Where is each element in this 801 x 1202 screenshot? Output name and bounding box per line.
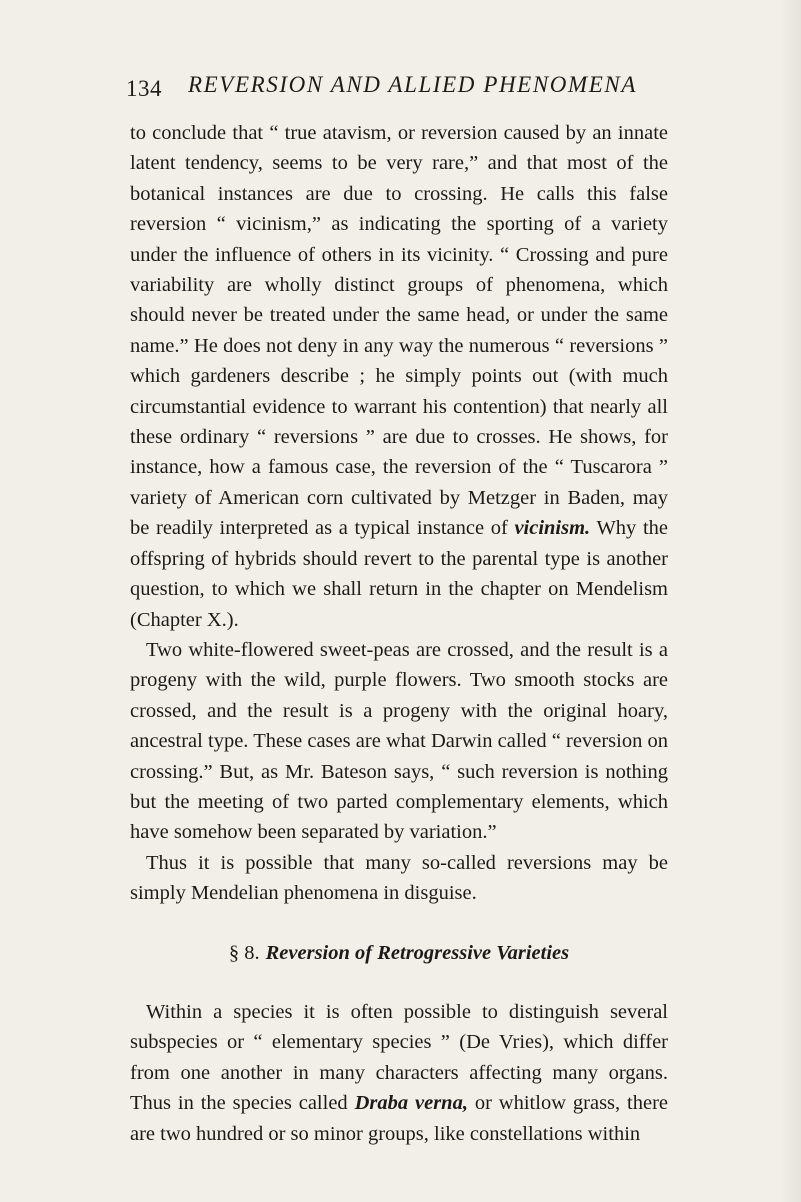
paragraph-1-text: to conclude that “ true atavism, or reversion caused by an innate latent tendency, seems to be very rare,” and that most of the botanical instances are due to crossing. He calls this false reversion “ vicinism,” as indicating the sporting of a variety under the influence of others in its vicinity. “ Crossing and pure variability are wholly distinct groups of phenomena, which should never be treated under the same head, or under the same name.” He does not deny in any way the numerous “ reversions ” which gardeners describe ; he simply points out (with much circumstantial evidence to warrant his contention) that nearly all these ordinary “ reversions ” are due to crosses. He shows, for instance, how a famous case, the reversion of the “ Tuscarora ” variety of American corn cultivated by Metzger in Baden, may be readily interpreted as a typical instance of [130,122,668,540]
running-head: REVERSION AND ALLIED PHENOMENA [188,72,637,97]
section-title: Reversion of Retrogressive Varieties [265,941,570,964]
paragraph-4 [130,997,668,1149]
paragraph-3: Thus it is possible that many so-called reversions may be simply Mendelian phenomena in disguise. [130,851,668,905]
page-edge-shadow [779,0,801,1202]
paragraph-2: Two white-flowered sweet-peas are crossed, and the result is a progeny with the wild, purple flowers. Two smooth stocks are crossed, and the result is a progeny with the original hoary, ancestral type. These cases are what Darwin called “ reversion on crossing.” But, as Mr. Bateson says, “ such reversion is nothing but the meeting of two parted complementary elements, which have somehow been separated by variation.” [130,638,668,844]
italic-vicinism: vicinism. [514,517,591,540]
paragraph-4-tail: or whitlow grass, there are two hundred or so minor groups, like constellations within [130,1092,669,1145]
page-number: 134 [126,76,162,101]
paragraph-1 [130,118,668,635]
paragraph-1-tail: Why the offspring of hybrids should revert to the parental type is another question, to which we shall return in the chapter on Mendelism (Chapter X.). [130,517,668,631]
body-text [130,118,668,1149]
page-header [126,72,686,112]
section-number: § 8. [228,941,260,964]
paragraph-4-text: Within a species it is often possible to distinguish several subspecies or “ elementary species ” (De Vries), which differ from one another in many characters affecting many organs. Thus in the species called [130,1000,668,1115]
italic-draba-verna: Draba verna, [354,1092,468,1115]
section-heading [130,938,668,968]
